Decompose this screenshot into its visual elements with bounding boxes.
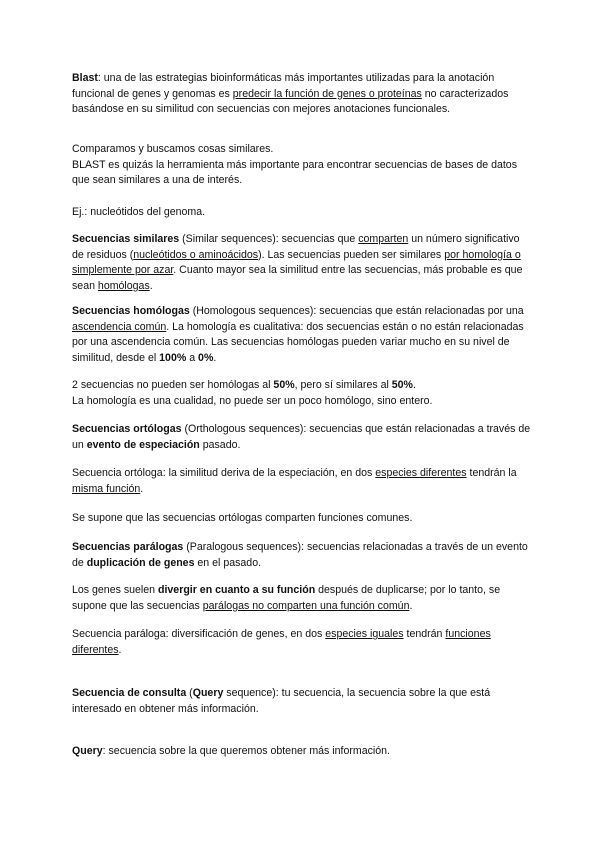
example-paragraph — [72, 205, 532, 221]
bold-text: 0% — [198, 351, 214, 364]
text: : secuencia sobre la que queremos obtener más información. — [102, 745, 390, 757]
text: BLAST es quizás la herramienta más importante para encontrar secuencias de bases de datos que sean similares a una de interés. — [72, 158, 517, 187]
ortholog-note — [72, 511, 532, 527]
text: tendrán la — [466, 467, 517, 479]
homologous-term: Secuencias homólogas — [72, 305, 190, 317]
bold-text: 100% — [159, 351, 187, 364]
percent-paragraph — [72, 378, 532, 409]
text: . Cuanto mayor sea la similitud entre las secuencias, más probable es que sean — [72, 264, 523, 292]
query-definition — [72, 744, 532, 760]
text: en el pasado. — [194, 556, 262, 569]
text: no caracterizados basándose en su similitud con secuencias con mejores anotaciones funcionales. — [72, 87, 509, 116]
underlined-text: parálogas no comparten una función común — [202, 599, 410, 612]
similar-paragraph — [72, 232, 532, 294]
underlined-text: especies iguales — [325, 628, 404, 640]
underlined-text: homólogas — [97, 279, 150, 292]
text: . — [140, 482, 144, 495]
text: Secuencia paráloga: diversificación de genes, en dos — [72, 628, 326, 640]
text: , pero sí similares al — [294, 379, 392, 391]
bold-text: Query — [192, 687, 224, 699]
homologous-paragraph — [72, 304, 532, 366]
text: . — [118, 643, 122, 656]
text: (Similar sequences): secuencias que — [179, 233, 359, 245]
compare-paragraph — [72, 142, 532, 189]
text: . La homología es cualitativa: dos secuencias están o no están relacionadas por una ascendencia común. Las secuencias homólogas pueden variar mucho en su nivel de similitud, desde el — [72, 320, 524, 364]
text: después de duplicarse; por lo tanto, se supone que las secuencias — [72, 584, 501, 612]
text: (Orthologous sequences): secuencias que están relacionadas a través de un — [72, 423, 531, 451]
text: sequence): tu secuencia, la secuencia sobre la que está interesado en obtener más información. — [72, 687, 491, 715]
text: un número significativo de residuos ( — [72, 233, 520, 261]
paralogous-term: Secuencias parálogas — [72, 541, 184, 553]
text: : una de las estrategias bioinformáticas más importantes utilizadas para la anotación funcional de genes y genomas es — [72, 72, 495, 100]
text: ( — [186, 687, 193, 699]
text: a — [186, 351, 199, 364]
bold-text: evento de especiación — [86, 438, 200, 451]
text: (Paralogous sequences): secuencias relacionadas a través de un evento de — [72, 541, 528, 569]
text: La homología es una cualidad, no puede ser un poco homólogo, sino entero. — [72, 394, 433, 407]
text: Secuencia ortóloga: la similitud deriva de la especiación, en dos — [72, 467, 376, 479]
diverge-paragraph — [72, 583, 532, 614]
text: pasado. — [199, 438, 241, 451]
underlined-text: nucleótidos o aminoácidos — [133, 248, 259, 261]
query-term: Query — [72, 745, 103, 757]
text: Se supone que las secuencias ortólogas comparten funciones comunes. — [72, 512, 413, 524]
underlined-text: funciones diferentes — [72, 628, 491, 656]
underlined-text: especies diferentes — [375, 467, 467, 479]
bold-text: divergir en cuanto a su función — [158, 584, 316, 596]
underlined-text: ascendencia común — [72, 320, 167, 333]
text: Los genes suelen — [72, 584, 158, 596]
blast-paragraph — [72, 71, 532, 118]
underlined-text: predecir la función de genes o proteínas — [232, 87, 422, 100]
underlined-text: por homología o simplemente por azar — [72, 248, 521, 277]
text: . — [213, 351, 217, 364]
text: . — [409, 599, 413, 612]
text: . — [412, 379, 416, 391]
orthologous-term: Secuencias ortólogas — [72, 423, 182, 435]
similar-term: Secuencias similares — [72, 233, 180, 245]
query-paragraph — [72, 686, 532, 717]
text: 2 secuencias no pueden ser homólogas al — [72, 379, 274, 391]
paralogous-paragraph — [72, 540, 532, 571]
query-term: Secuencia de consulta — [72, 687, 187, 699]
text: (Homologous sequences): secuencias que están relacionadas por una — [189, 305, 524, 317]
text: ). Las secuencias pueden ser similares — [258, 248, 445, 261]
text: . — [149, 279, 153, 292]
bold-text: 50% — [273, 379, 295, 391]
paralog-definition — [72, 627, 532, 658]
bold-text: duplicación de genes — [86, 556, 195, 569]
ortholog-definition — [72, 466, 532, 497]
bold-text: 50% — [391, 379, 413, 391]
text: Ej.: nucleótidos del genoma. — [72, 206, 206, 218]
text: tendrán — [403, 628, 446, 640]
orthologous-paragraph — [72, 422, 532, 453]
underlined-text: misma función — [72, 482, 141, 495]
text: Comparamos y buscamos cosas similares. — [72, 143, 274, 155]
underlined-text: comparten — [358, 233, 409, 245]
blast-term: Blast — [72, 72, 98, 84]
